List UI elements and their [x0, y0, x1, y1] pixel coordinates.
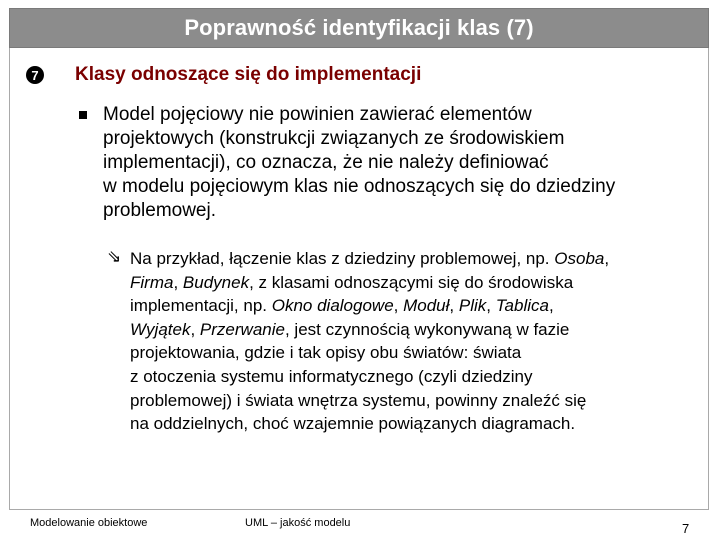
page-number: 7 [682, 521, 690, 536]
slide-title: Poprawność identyfikacji klas (7) [184, 15, 534, 40]
text-line: z otoczenia systemu informatycznego (czyli dziedziny [130, 366, 533, 386]
number-badge-icon: 7 [26, 66, 44, 84]
text-line: na oddzielnych, choć wzajemnie powiązanych diagramach. [130, 414, 576, 434]
text-line: w modelu pojęciowym klas nie odnoszących się do dziedziny [103, 176, 616, 197]
section-heading: Klasy odnoszące się do implementacji [75, 64, 422, 85]
text-line: projektowych (konstrukcji związanych ze środowiskiem [103, 128, 565, 149]
text-line: Model pojęciowy nie powinien zawierać elementów [103, 104, 532, 125]
footer-topic: UML – jakość modelu [245, 517, 351, 529]
text-line: implementacji), co oznacza, że nie należy definiować [103, 152, 549, 173]
text-line: Firma, Budynek, z klasami odnoszącymi się do środowiska [130, 272, 574, 292]
arrow-right-icon: ⇘ [107, 247, 122, 266]
sub-bullet-text [130, 247, 710, 436]
text-line: problemowej. [103, 200, 216, 221]
square-bullet-icon [79, 111, 87, 119]
footer-course-name: Modelowanie obiektowe [30, 517, 148, 529]
text-line: implementacji, np. Okno dialogowe, Moduł, Plik, Tablica, [130, 296, 554, 316]
text-line: problemowej) i świata wnętrza systemu, powinny znaleźć się [130, 390, 587, 410]
title-bar [9, 8, 709, 48]
text-line: Wyjątek, Przerwanie, jest czynnością wykonywaną w fazie [130, 319, 570, 339]
text-line: projektowania, gdzie i tak opisy obu światów: świata [130, 343, 522, 363]
main-bullet-text [103, 103, 703, 223]
text-line: Na przykład, łączenie klas z dziedziny problemowej, np. Osoba, [130, 249, 610, 268]
